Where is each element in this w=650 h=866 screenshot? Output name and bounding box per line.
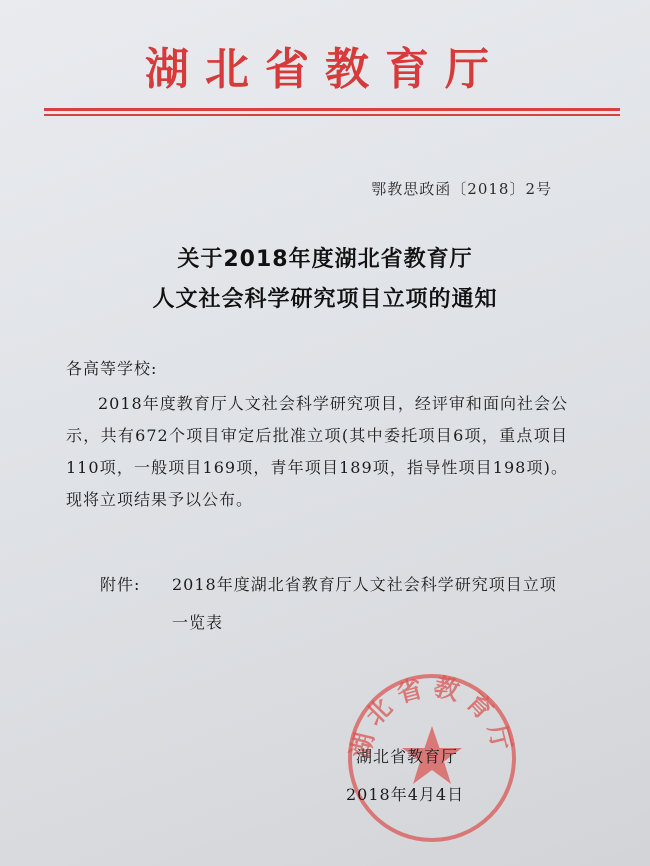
attachment-label: 附件: bbox=[100, 575, 141, 594]
svg-text:湖北省教育厅: 湖北省教育厅 bbox=[345, 671, 519, 762]
issue-date: 2018年4月4日 bbox=[346, 785, 465, 804]
document-title-line-1: 关于2018年度湖北省教育厅 bbox=[177, 247, 473, 272]
attachment-text: 2018年度湖北省教育厅人文社会科学研究项目立项一览表 bbox=[172, 575, 557, 632]
salutation: 各高等学校: bbox=[66, 359, 158, 378]
attachment-note bbox=[100, 566, 570, 642]
document-title-line-2: 人文社会科学研究项目立项的通知 bbox=[152, 287, 498, 312]
document-number: 鄂教思政函〔2018〕2号 bbox=[371, 180, 552, 198]
letterhead-title: 湖北省教育厅 bbox=[145, 44, 505, 95]
letterhead-rule-thin bbox=[44, 114, 620, 116]
issuer-name: 湖北省教育厅 bbox=[356, 747, 459, 766]
body-paragraph: 2018年度教育厅人文社会科学研究项目，经评审和面向社会公示，共有672个项目审定后批准立项(其中委托项目6项，重点项目110项，一般项目169项，青年项目189项，指导性项目198项)。现将立项结果予以公布。 bbox=[66, 394, 568, 509]
letterhead-rule-thick bbox=[44, 108, 620, 111]
